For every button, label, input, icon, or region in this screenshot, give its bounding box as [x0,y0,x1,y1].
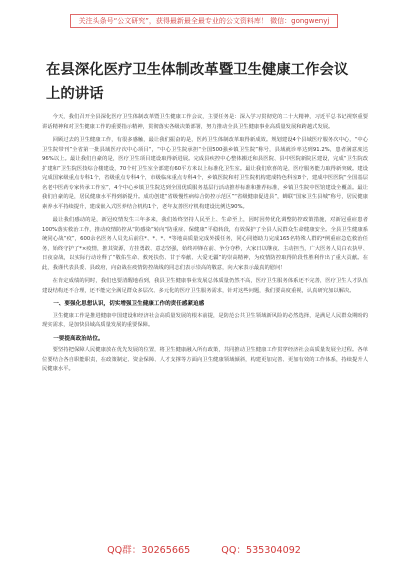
document-title: 在县深化医疗卫生体制改革暨卫生健康工作会议上的讲话 [46,62,349,102]
qq-group: QQ群：30265665 [107,545,191,556]
promo-banner-text: 关注头条号“公文研究”，获得最新最全最专业的公文资料库！ 微信：gongwenyj [70,14,339,28]
subheading-1: 一要提高政治站位。 [53,335,104,342]
promo-banner [0,8,408,25]
document-body [42,113,368,375]
paragraph-intro: 今天，我们召开全县深化医疗卫生体制改革暨卫生健康工作会议，主要任务是：深入学习贯彻党的二十大精神，习近平总书记视察重要讲话精神和对卫生健康工作的重要指示精神，贯彻落实各级决策部署，努力推动全县卫生健康事业高质量发展和跨越式发展。 [42,114,368,130]
paragraph-shortcomings: 在肯定成绩的同时，我们也要清醒地看到，我县卫生健康事业发展总体质量仍然不高，医疗卫生服务体系还不完善，医疗卫生人才队伍建设结构还不合理，还不能完全满足群众多层次、多元化的医疗卫生服务需求，针对这些问题，我们要高度重视，认真研究加以解决。 [42,278,368,294]
paragraph-epidemic: 最让我们感动的是，新冠疫情发生三年多来，我们始终坚持人民至上、生命至上，因时因势优化调整防控政策措施，对新冠重症患者100%落实救治工作，推动疫情防控从“防感染”转向“防重症、保健康”平稳转段，有效保护了全县人民群众生命健康安全。全县卫生健康系统同心战“疫”，600余名医务人员先后前往*、*、*、*等地高质量完成外援任务，同心同德助力完成165名特殊人群的*例重症急危救治任务，始终守护了*×疫情，推其资源，方挂勇敢、意志坚强，始终冲锋在前、争分夺秒，大家日以继夜、主动担当，广大医务人员白衣执甲、日夜奋战，以实际行动诠释了“敬佑生命、救死扶伤、甘于奉献、大爱无疆”的崇高精神，为疫情防控取得阶段性胜利作出了重大贡献。在此，我谨代表县委、县政府，向奋战在疫情防控战线的同志们表示崇高的敬意，向大家表示最真的慰问！ [42,217,368,271]
paragraph-sub1: 要坚持把保障人民健康放在优先发展的位置，将卫生健康融入所有政策，共同推动卫生健康工作贯穿经济社会高质量发展全过程。各单位要结合各自职能职责，在政策制定、资金保障、人才支撑等方面向卫生健康领域倾斜，构建更加完善、更加有效的工作体系，持续提升人民健康水平。 [42,347,368,372]
paragraph-achievements: 回顾过去的卫生健康工作，有很多感触，最让我们振奋的是，医药卫生体制改革取得新成效。规划建设4个县域医疗服务次中心，“中心卫生院带刊”全省第一批县域医疗次中心项目“，“中心卫生院承担“全国500强乡镇卫生院”称号，县域就诊率达到91.2%，患者满意度达96%以上。最让我们自豪的是，医疗卫生项目建设取得新进展。完成县疾控中心整体搬迁和县医院、县中医院新院区建设，完成“卫生院改扩建和”卫生院医技综合楼建设，70个村卫生室全部建有60平方米以上标准化卫生室。最让我们欣喜的是，医疗服务能力取得新突破。建设完成国家级重点专科1个，省级重点专科4个，市级临床重点专科4个，乡镇医院和村卫生院机构建成特色科室8个，建成中医医院“全国基层名老中医药专家传承工作室”，4个中心乡镇卫生院达到全国优质服务基层行活动推荐标准和推荐标准，乡镇卫生院中医馆建设全覆盖。最让我们自豪的是，居民健康水平得到新提升。成功创建“省级慢性病综合防控示范区”“省级健康促进县”，蝉联“国家卫生县城”称号，居民健康素养水平持续提升，建成嵌入式医养结合机构1个，老年友善医疗机构建设比例达90%。 [42,137,368,210]
section-heading-1: 一、要强化思想认识，切实增强卫生健康工作的责任感紧迫感 [53,301,205,307]
paragraph-section1: 卫生健康工作是推进健康中国建设和经济社会高质量发展的根本前提，是防范公共卫生领域新风险的必然选择，是满足人民群众期盼的现实需求，是加快县域高质量发展的重要保障。 [42,312,368,328]
contact-footer [0,540,408,562]
qq-service: QQ：535304092 [221,545,301,556]
